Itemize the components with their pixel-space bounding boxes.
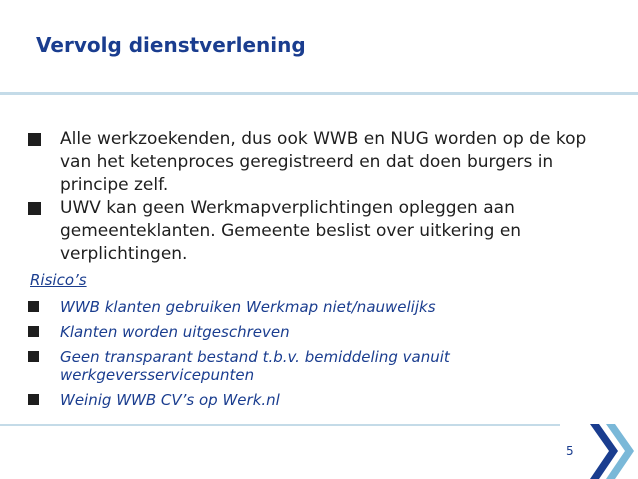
bullet-text: Alle werkzoekenden, dus ook WWB en NUG worden op de kop van het ketenproces geregistreerd en dat doen burgers in principe zelf. [60, 129, 587, 195]
square-bullet-icon [28, 133, 41, 146]
square-bullet-icon [28, 301, 39, 312]
risk-item [28, 391, 618, 409]
square-bullet-icon [28, 351, 39, 362]
risk-item [28, 348, 618, 384]
square-bullet-icon [28, 326, 39, 337]
chevron-logo-icon [590, 424, 638, 479]
bullet-item [28, 197, 618, 266]
page-number: 5 [566, 444, 574, 458]
slide-content [28, 128, 618, 409]
footer-divider [0, 424, 560, 426]
bullet-item [28, 128, 618, 197]
risk-item [28, 298, 618, 316]
risk-text: Geen transparant bestand t.b.v. bemiddeling vanuit werkgeversservicepunten [60, 348, 450, 384]
risk-text: Weinig WWB CV’s op Werk.nl [60, 391, 280, 409]
square-bullet-icon [28, 394, 39, 405]
risk-item [28, 323, 618, 341]
square-bullet-icon [28, 202, 41, 215]
title-divider [0, 92, 638, 95]
slide-title: Vervolg dienstverlening [36, 33, 306, 57]
risk-text: Klanten worden uitgeschreven [60, 323, 290, 341]
risks-heading: Risico’s [30, 271, 87, 289]
risk-text: WWB klanten gebruiken Werkmap niet/nauwelijks [60, 298, 436, 316]
bullet-text: UWV kan geen Werkmapverplichtingen opleggen aan gemeenteklanten. Gemeente beslist over uitkering en verplichtingen. [60, 198, 522, 264]
